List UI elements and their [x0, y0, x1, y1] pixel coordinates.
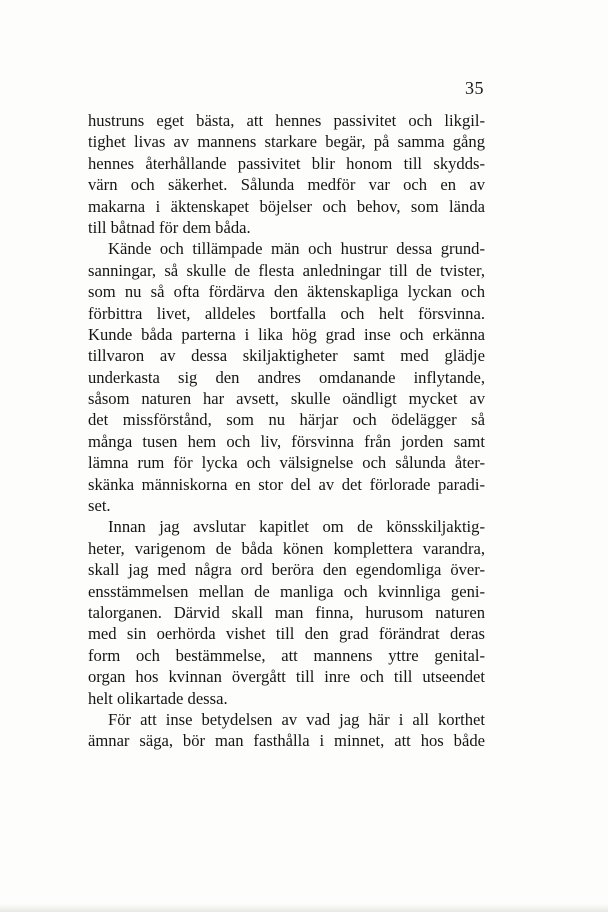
- text-line: tillvaron av dessa skiljaktigheter samt med glädje: [88, 346, 485, 366]
- text-line: hustruns eget bästa, att hennes passivitet och likgil-: [88, 111, 485, 130]
- text-line: helt olikartade dessa.: [88, 688, 228, 708]
- text-line: såsom naturen har avsett, skulle oändligt mycket av: [88, 389, 485, 409]
- scan-edge: [0, 904, 608, 912]
- text-line: Kände och tillämpade män och hustrur dessa grund-: [108, 239, 485, 259]
- text-line: hennes återhållande passivitet blir honom till skydds-: [88, 153, 485, 173]
- text-line: underkasta sig den andres omdanande inflytande,: [88, 367, 485, 387]
- text-line: förbittra livet, alldeles bortfalla och helt försvinna.: [88, 303, 485, 323]
- text-line: Kunde båda parterna i lika hög grad inse och erkänna: [88, 324, 485, 344]
- text-line: set.: [88, 496, 111, 516]
- text-line: värn och säkerhet. Sålunda medför var och en av: [88, 175, 485, 195]
- text-line: Innan jag avslutar kapitlet om de könsskiljaktig-: [108, 517, 485, 537]
- text-line: form och bestämmelse, att mannens yttre genital-: [88, 645, 485, 665]
- text-line: För att inse betydelsen av vad jag här i all korthet: [108, 709, 485, 729]
- text-line: ensstämmelsen mellan de manliga och kvinnliga geni-: [88, 581, 485, 601]
- text-line: många tusen hem och liv, försvinna från jorden samt: [88, 431, 485, 451]
- text-line: som nu så ofta fördärva den äktenskapliga lyckan och: [88, 282, 485, 302]
- text-line: makarna i äktenskapet böjelser och behov, som lända: [88, 196, 485, 216]
- text-line: organ hos kvinnan övergått till inre och till utseendet: [88, 667, 485, 687]
- text-line: tighet livas av mannens starkare begär, på samma gång: [88, 132, 485, 152]
- text-line: lämna rum för lycka och välsignelse och sålunda åter-: [88, 453, 485, 473]
- text-line: talorganen. Därvid skall man finna, hurusom naturen: [88, 602, 485, 622]
- text-line: det missförstånd, som nu härjar och ödelägger så: [88, 410, 485, 430]
- text-line: till båtnad för dem båda.: [88, 217, 251, 237]
- page-number: 35: [465, 78, 484, 98]
- body-text: [88, 110, 485, 752]
- text-line: ämnar säga, bör man fasthålla i minnet, att hos både: [88, 731, 485, 751]
- text-line: med sin oerhörda vishet till den grad förändrat deras: [88, 624, 485, 644]
- text-line: sanningar, så skulle de flesta anledningar till de tvister,: [88, 260, 485, 280]
- text-line: skänka människorna en stor del av det förlorade paradi-: [88, 474, 485, 494]
- text-line: skall jag med några ord beröra den egendomliga över-: [88, 560, 485, 580]
- text-line: heter, varigenom de båda könen komplettera varandra,: [88, 538, 485, 558]
